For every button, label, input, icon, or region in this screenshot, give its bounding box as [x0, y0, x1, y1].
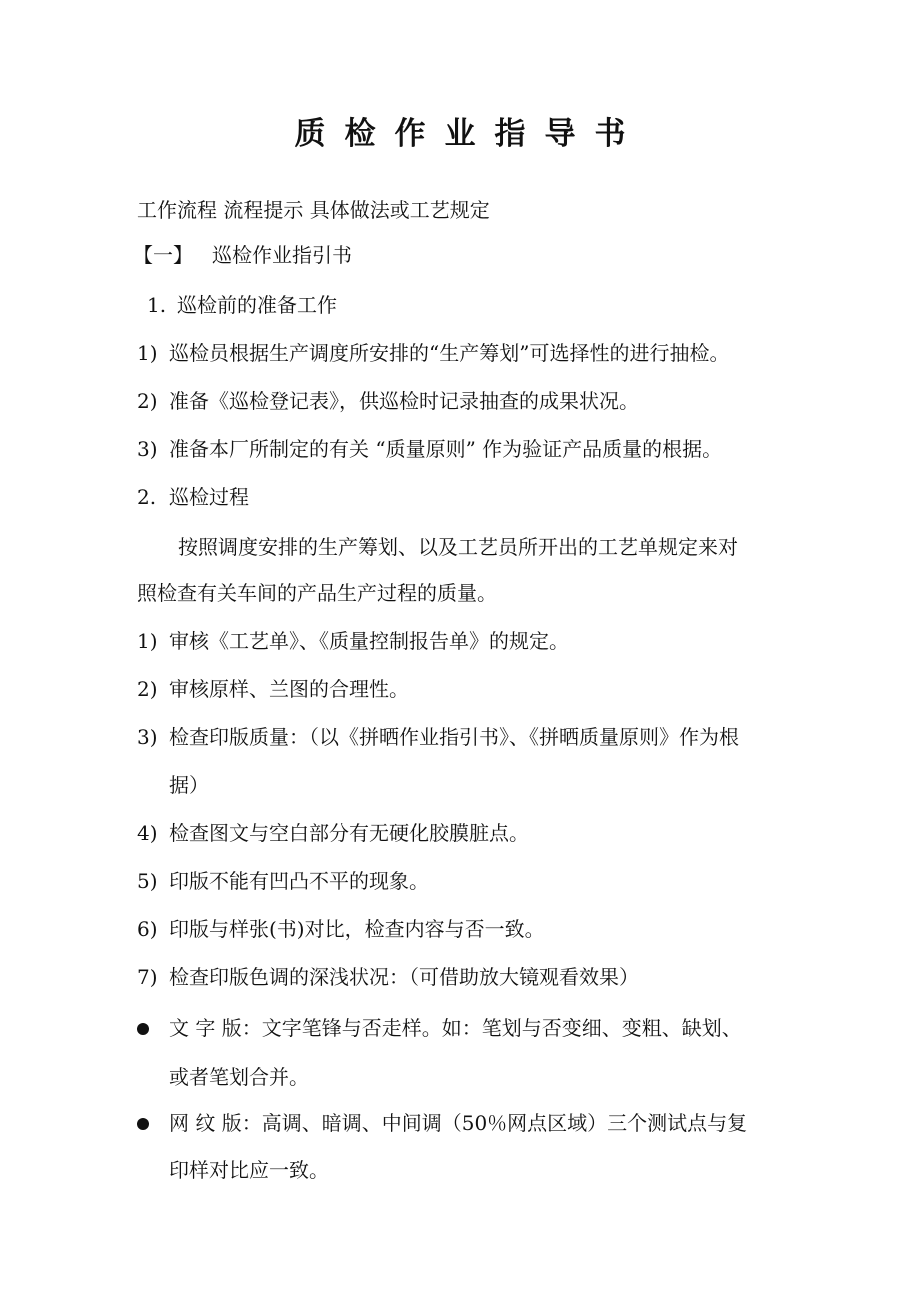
list-item [137, 722, 837, 752]
list-item-text: 检查印版质量：（以《拼晒作业指引书》、《拼晒质量原则》作为根 [169, 725, 739, 749]
list-item-text: 准备《巡检登记表》，供巡检时记录抽查的成果状况。 [169, 389, 639, 413]
list-item-text: 检查图文与空白部分有无硬化胶膜脏点。 [169, 821, 529, 845]
paragraph-text: 按照调度安排的生产筹划、以及工艺员所开出的工艺单规定来对 [178, 535, 738, 559]
list-item-number: 4) [137, 821, 158, 845]
paragraph-text: 照检查有关车间的产品生产过程的质量。 [137, 581, 497, 605]
bullet-text: 文 字 版：文字笔锋与否走样。如：笔划与否变细、变粗、缺划、 [169, 1016, 742, 1040]
document-title: 质检作业指导书 [294, 116, 645, 152]
section-marker: 【一】 [133, 243, 193, 267]
bullet-text: 或者笔划合并。 [169, 1065, 309, 1089]
list-item-number: 2) [137, 677, 158, 701]
header-line [137, 195, 490, 225]
list-item-number: 7) [137, 965, 158, 989]
bullet-item [137, 1013, 837, 1043]
bullet-item [137, 1108, 837, 1138]
section-heading [133, 240, 537, 270]
list-item-number: 1) [137, 341, 158, 365]
subsection-number: 2. [137, 485, 157, 509]
list-item-text: 据） [169, 773, 209, 797]
paragraph-line [137, 578, 497, 608]
paragraph-line [178, 532, 738, 562]
bullet-text: 网 纹 版：高调、暗调、中间调（50％网点区域）三个测试点与复 [169, 1111, 748, 1135]
list-item-text: 审核《工艺单》、《质量控制报告单》的规定。 [169, 629, 569, 653]
bullet-item-continuation [169, 1062, 309, 1092]
list-item [137, 626, 837, 656]
bullet-icon [137, 1023, 149, 1035]
section-title: 巡检作业指引书 [212, 243, 352, 267]
list-item-text: 审核原样、兰图的合理性。 [169, 677, 409, 701]
list-item-text: 准备本厂所制定的有关 “质量原则” 作为验证产品质量的根据。 [169, 437, 723, 461]
subsection-number: 1. [147, 293, 167, 317]
list-item-text: 巡检员根据生产调度所安排的“生产筹划”可选择性的进行抽检。 [169, 341, 730, 365]
list-item-number: 1) [137, 629, 158, 653]
list-item-text: 检查印版色调的深浅状况：（可借助放大镜观看效果） [169, 965, 639, 989]
bullet-item-continuation [169, 1155, 329, 1185]
bullet-icon [137, 1118, 149, 1130]
list-item-number: 3) [137, 437, 158, 461]
list-item [137, 338, 837, 368]
list-item [137, 674, 837, 704]
list-item-number: 2) [137, 389, 158, 413]
list-item-number: 6) [137, 917, 158, 941]
list-item [137, 386, 837, 416]
header-line-text: 工作流程 流程提示 具体做法或工艺规定 [137, 198, 490, 222]
bullet-text: 印样对比应一致。 [169, 1158, 329, 1182]
list-item [137, 914, 837, 944]
subsection-heading [137, 482, 537, 512]
list-item-text: 印版与样张(书)对比，检查内容与否一致。 [169, 917, 545, 941]
subsection-title: 巡检过程 [169, 485, 249, 509]
list-item-number: 3) [137, 725, 158, 749]
list-item [137, 818, 837, 848]
list-item [137, 434, 837, 464]
list-item-text: 印版不能有凹凸不平的现象。 [169, 869, 429, 893]
list-item [137, 962, 837, 992]
list-item-continuation [169, 770, 209, 800]
subsection-heading [147, 290, 547, 320]
list-item [137, 866, 837, 896]
subsection-title: 巡检前的准备工作 [177, 293, 337, 317]
list-item-number: 5) [137, 869, 158, 893]
